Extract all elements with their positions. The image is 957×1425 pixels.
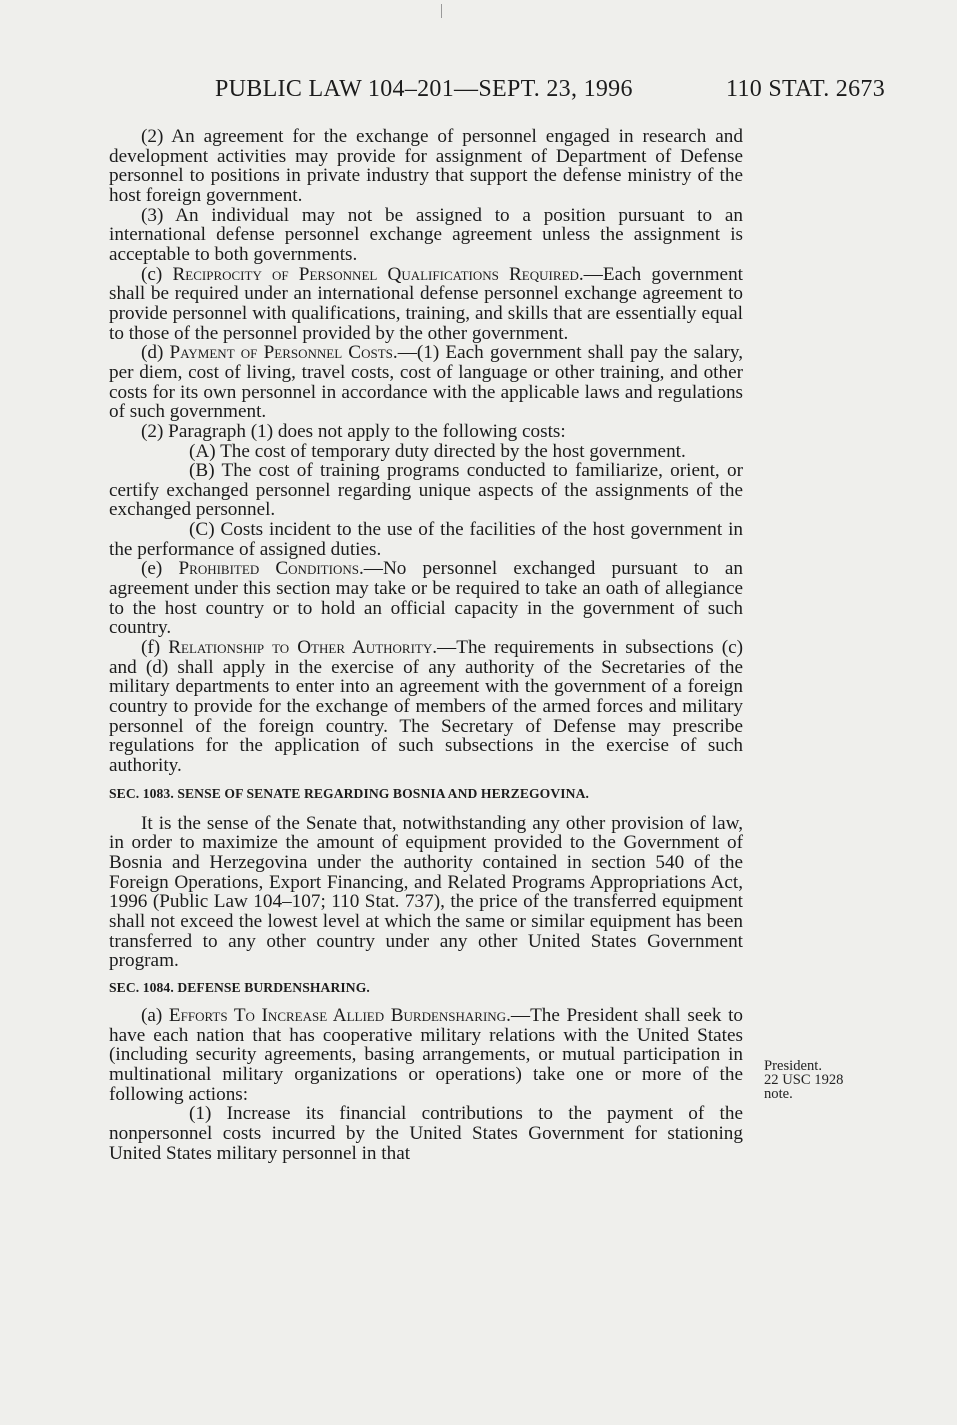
subsection-d-text: —(1) Each government shall pay the salary, per diem, cost of living, travel costs, cost of language or other training, and other costs for its own personnel in accordance with the applicable laws and regulations of such government. <box>109 342 743 423</box>
margin-note-line2: 22 USC 1928 <box>764 1072 844 1088</box>
page-header <box>215 76 885 103</box>
subsection-f <box>109 638 743 776</box>
subsection-e-text: —No personnel exchanged pursuant to an agreement under this section may take or be required to take an oath of allegiance to the host country or to hold an official capacity in the government of such country. <box>109 558 744 639</box>
margin-note-line3: note. <box>764 1086 793 1102</box>
paragraph-a1: (1) Increase its financial contributions to the payment of the nonpersonnel costs incurred by the United States Government for stationing United States military personnel in that <box>109 1103 743 1164</box>
subsection-d <box>109 343 743 422</box>
subsection-c-heading: Reciprocity of Personnel Qualifications Required. <box>172 263 584 285</box>
header-title: PUBLIC LAW 104–201—SEPT. 23, 1996 <box>215 76 633 102</box>
subsection-d-heading: Payment of Personnel Costs. <box>169 342 398 364</box>
section-1083-heading: SEC. 1083. SENSE OF SENATE REGARDING BOSNIA AND HERZEGOVINA. <box>109 785 589 801</box>
subsection-a-heading: Efforts To Increase Allied Burdensharing. <box>168 1004 511 1026</box>
subsection-c-marker: (c) <box>141 263 173 285</box>
subsection-a <box>109 1006 743 1104</box>
section-1084-heading: SEC. 1084. DEFENSE BURDENSHARING. <box>109 979 370 995</box>
subsection-e <box>109 559 743 638</box>
margin-note <box>764 1059 874 1101</box>
subparagraph-dA: (A) The cost of temporary duty directed by the host government. <box>189 440 686 462</box>
subsection-e-heading: Prohibited Conditions. <box>178 558 364 580</box>
body-text <box>109 127 743 1163</box>
scan-mark <box>441 4 442 18</box>
margin-note-line1: President. <box>764 1058 822 1074</box>
subsection-e-marker: (e) <box>141 558 179 580</box>
subsection-f-marker: (f) <box>141 637 169 659</box>
subsection-a-text: —The President shall seek to have each nation that has cooperative military relations with the United States (including security agreements, basing arrangements, or mutual participation in multinational military organizations or operations) take one or more of the following actions: <box>109 1004 744 1105</box>
paragraph-b2: (2) An agreement for the exchange of personnel engaged in research and development activities may provide for assignment of Department of Defense personnel to positions in private industry that support the defense ministry of the host foreign government. <box>109 126 743 206</box>
paragraph-d2: (2) Paragraph (1) does not apply to the following costs: <box>141 420 566 442</box>
header-stat-page: 110 STAT. 2673 <box>726 76 885 102</box>
subparagraph-dC: (C) Costs incident to the use of the facilities of the host government in the performance of assigned duties. <box>109 519 743 560</box>
subsection-d-marker: (d) <box>141 342 170 364</box>
subparagraph-dB: (B) The cost of training programs conducted to familiarize, orient, or certify exchanged personnel regarding unique aspects of the assignments of the exchanged personnel. <box>109 460 743 521</box>
subsection-a-marker: (a) <box>141 1004 169 1026</box>
subsection-f-text: —The requirements in subsections (c) and (d) shall apply in the exercise of any authority of the Secretaries of the military departments to enter into an agreement with the government of a foreign country to provide for the exchange of members of the armed forces and military personnel of the foreign country. The Secretary of Defense may prescribe regulations for the application of such subsections in the exercise of such authority. <box>109 637 744 776</box>
paragraph-b3: (3) An individual may not be assigned to a position pursuant to an international defense personnel exchange agreement unless the assignment is acceptable to both governments. <box>109 204 743 265</box>
subsection-f-heading: Relationship to Other Authority. <box>168 637 438 659</box>
section-1083-text: It is the sense of the Senate that, notwithstanding any other provision of law, in order to maximize the amount of equipment provided to the Government of Bosnia and Herzegovina under the authority contained in section 540 of the Foreign Operations, Export Financing, and Related Programs Appropriations Act, 1996 (Public Law 104–107; 110 Stat. 737), the price of the transferred equipment shall not exceed the lowest level at which the same or similar equipment has been transferred to any other country under any other United States Government program. <box>109 812 743 972</box>
subsection-c <box>109 265 743 344</box>
subsection-c-text: —Each government shall be required under an international defense personnel exchange agreement to provide personnel with qualifications, training, and skills that are essentially equal to those of the personnel provided by the other government. <box>109 263 743 344</box>
